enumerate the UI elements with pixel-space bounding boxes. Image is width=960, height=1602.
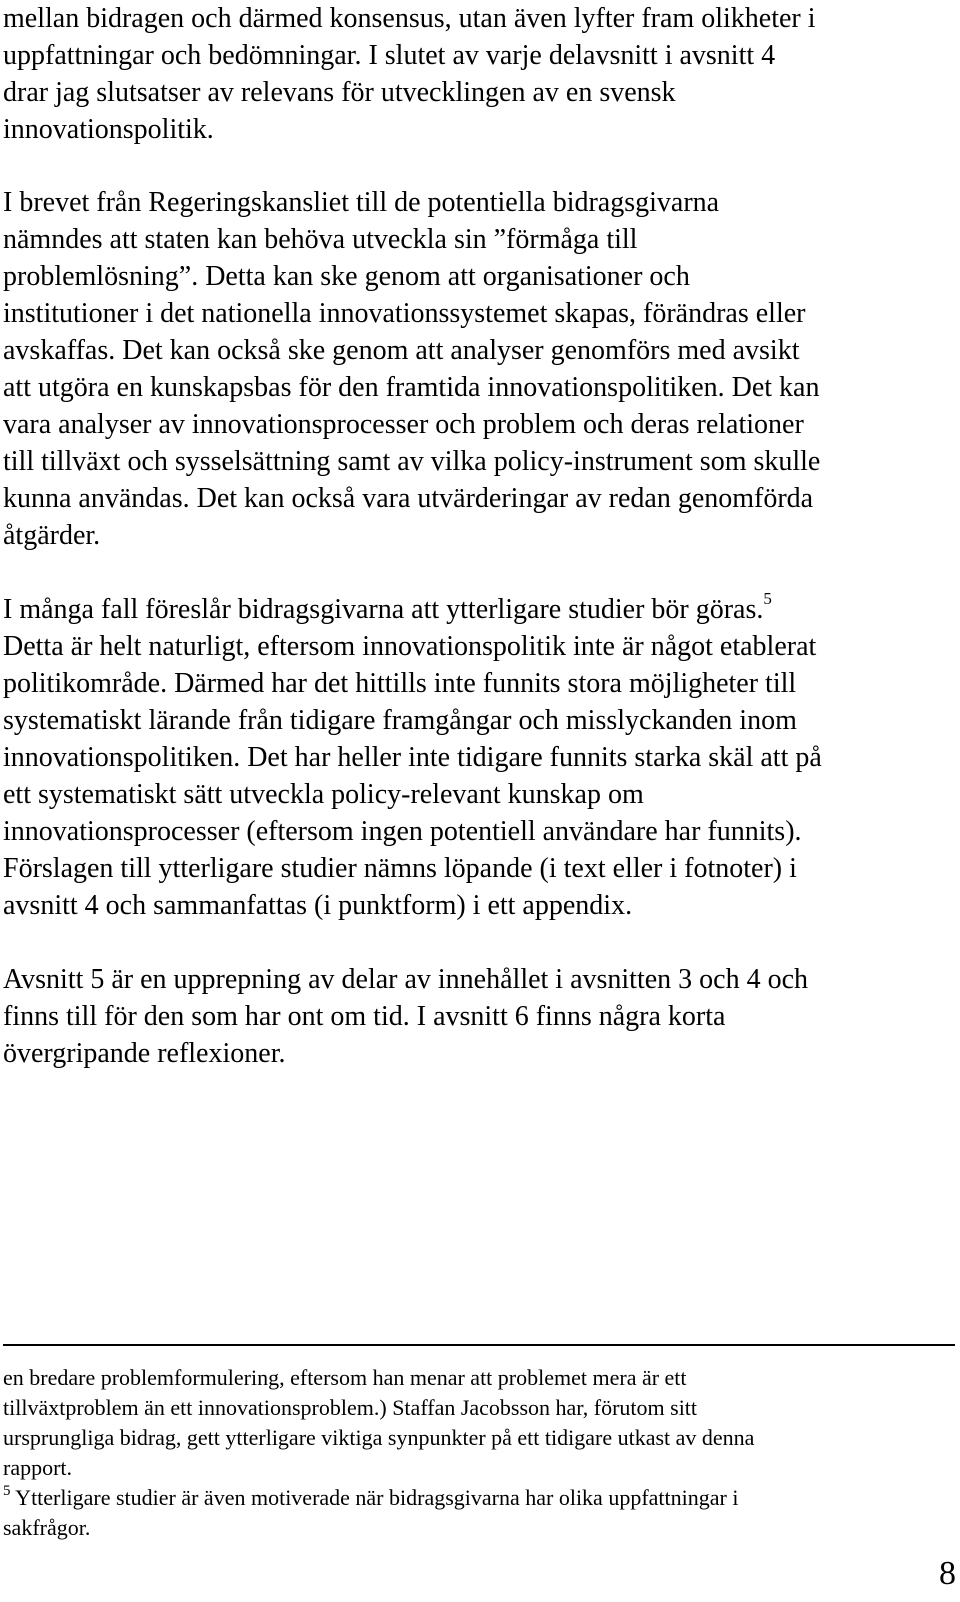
text-line: finns till för den som har ont om tid. I avsnitt 6 finns några korta <box>3 1001 726 1032</box>
footnote-line: sakfrågor. <box>3 1515 91 1540</box>
paragraph-2 <box>3 184 953 554</box>
text-line <box>3 591 953 628</box>
footnote-continued <box>3 1363 953 1483</box>
text-line: mellan bidragen och därmed konsensus, utan även lyfter fram olikheter i <box>3 3 816 34</box>
paragraph-1 <box>3 0 953 148</box>
footnotes <box>3 1363 953 1543</box>
footnote-number: 5 <box>3 1483 11 1499</box>
body-text <box>3 0 953 1072</box>
text-line: att utgöra en kunskapsbas för den framtida innovationspolitiken. Det kan <box>3 372 820 403</box>
text-line: till tillväxt och sysselsättning samt av vilka policy-instrument som skulle <box>3 446 821 477</box>
footnote-reference[interactable]: 5 <box>763 589 772 608</box>
text-line: åtgärder. <box>3 520 101 551</box>
text-segment: I många fall föreslår bidragsgivarna att ytterligare studier bör göras. <box>3 594 764 625</box>
text-line: I brevet från Regeringskansliet till de potentiella bidragsgivarna <box>3 187 720 218</box>
text-line: politikområde. Därmed har det hittills inte funnits stora möjligheter till <box>3 668 797 699</box>
footnote-line: ursprungliga bidrag, gett ytterligare viktiga synpunkter på ett tidigare utkast av denna <box>3 1425 755 1450</box>
text-line: Avsnitt 5 är en upprepning av delar av innehållet i avsnitten 3 och 4 och <box>3 964 809 995</box>
text-line: uppfattningar och bedömningar. I slutet av varje delavsnitt i avsnitt 4 <box>3 40 776 71</box>
text-line: kunna användas. Det kan också vara utvärderingar av redan genomförda <box>3 483 814 514</box>
footnote-line: en bredare problemformulering, eftersom han menar att problemet mera är ett <box>3 1365 687 1390</box>
text-line: ett systematiskt sätt utveckla policy-relevant kunskap om <box>3 779 644 810</box>
text-line: institutioner i det nationella innovationssystemet skapas, förändras eller <box>3 298 806 329</box>
text-line: systematiskt lärande från tidigare framgångar och misslyckanden inom <box>3 705 797 736</box>
paragraph-4 <box>3 961 953 1072</box>
text-line: problemlösning”. Detta kan ske genom att organisationer och <box>3 261 690 292</box>
footnote-5 <box>3 1483 953 1543</box>
text-line: innovationspolitiken. Det har heller inte tidigare funnits starka skäl att på <box>3 742 822 773</box>
text-line: drar jag slutsatser av relevans för utvecklingen av en svensk <box>3 77 676 108</box>
footnote-line: rapport. <box>3 1455 73 1480</box>
footnote-line: tillväxtproblem än ett innovationsproblem.) Staffan Jacobsson har, förutom sitt <box>3 1395 698 1420</box>
footnote-text: Ytterligare studier är även motiverade när bidragsgivarna har olika uppfattningar i <box>10 1485 739 1510</box>
text-line: Detta är helt naturligt, eftersom innovationspolitik inte är något etablerat <box>3 631 817 662</box>
footnote-divider <box>3 1344 955 1346</box>
footnote-line <box>3 1483 953 1513</box>
text-line: nämndes att staten kan behöva utveckla sin ”förmåga till <box>3 224 638 255</box>
text-line: innovationsprocesser (eftersom ingen potentiell användare har funnits). <box>3 816 802 847</box>
paragraph-3 <box>3 591 953 924</box>
text-line: vara analyser av innovationsprocesser och problem och deras relationer <box>3 409 804 440</box>
text-line: Förslagen till ytterligare studier nämns löpande (i text eller i fotnoter) i <box>3 853 797 884</box>
text-line: innovationspolitik. <box>3 114 214 145</box>
text-line: avskaffas. Det kan också ske genom att analyser genomförs med avsikt <box>3 335 800 366</box>
text-line: övergripande reflexioner. <box>3 1038 286 1069</box>
page-number: 8 <box>939 1555 956 1592</box>
text-line: avsnitt 4 och sammanfattas (i punktform) i ett appendix. <box>3 890 633 921</box>
